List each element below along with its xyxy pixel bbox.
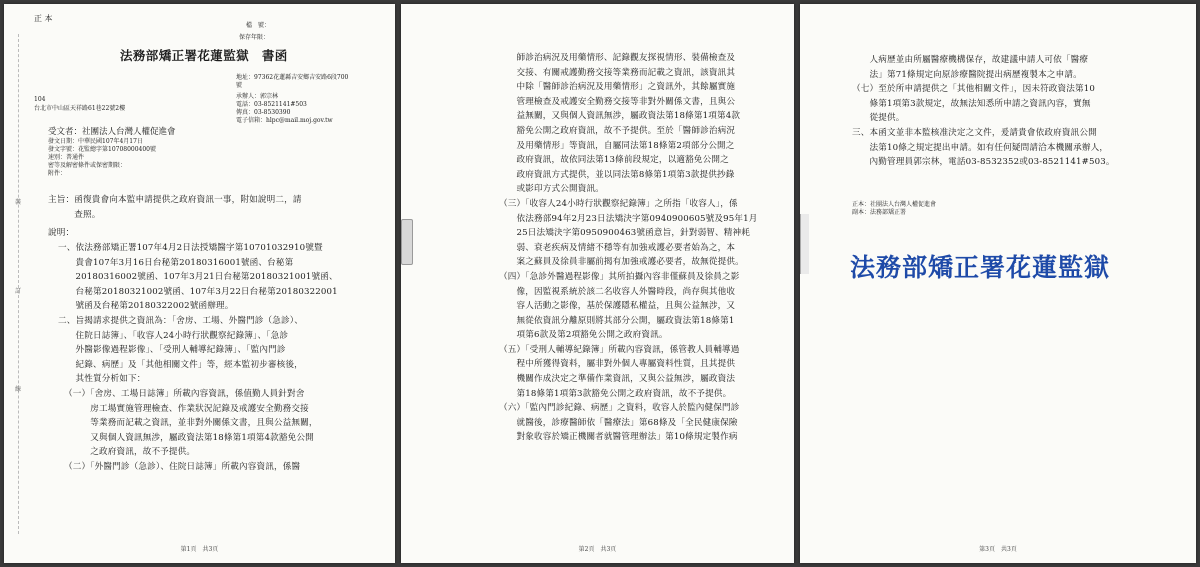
text-line: 住院日誌簿」、「收容人24小時行狀觀察紀錄簿」、「急診 bbox=[58, 330, 289, 341]
text-line: 案之蘇員及徐員非屬前揭有加強戒護必要者，故無從提供。 bbox=[499, 257, 744, 268]
subject-line: 主旨：函復貴會向本監申請提供之政府資訊一事，附如說明二，請 bbox=[48, 195, 302, 205]
text-line: 其性質分析如下： bbox=[58, 374, 146, 385]
text-line: （五）「受刑人輔導紀錄簿」所載內容資訊，係管教人員輔導過 bbox=[499, 344, 740, 355]
text-line: 法第10條之規定提出申請。如有任何疑問請洽本機關承辦人， bbox=[852, 142, 1109, 153]
text-line: 政府資訊方式提供，並以同法第8條第1項第3款提供抄錄 bbox=[499, 169, 735, 180]
binding-mark-ding: 訂 bbox=[15, 288, 22, 295]
text-line: 項第6款及第2項豁免公開之政府資訊。 bbox=[499, 330, 668, 341]
text-line: （二）「外醫門診（急診）、住院日誌簿」所載內容資訊，係醫 bbox=[64, 461, 301, 472]
text-line: 貴會107年3月16日台秘第20180316001號函、台秘第 bbox=[58, 257, 294, 268]
paragraph-2-1 bbox=[64, 387, 393, 460]
text-line: 人病歷並由所屬醫療機構保存，故建議申請人可依「醫療 bbox=[852, 55, 1089, 65]
text-line: 交接、有關戒護勤務交接等業務而記載之資訊，該資訊其 bbox=[499, 67, 736, 78]
issue-date: 發文日期：中華民國107年4月17日 bbox=[48, 138, 143, 145]
page2-body bbox=[499, 51, 789, 445]
meta-block bbox=[48, 138, 156, 178]
address-line-1: 地址：97362花蓮縣吉安鄉吉安路6段700 bbox=[236, 74, 349, 81]
text-line: 無從依資訊分離原則將其部分公開，屬政資法第18條第1 bbox=[499, 315, 735, 326]
copy-label: 正 本 bbox=[34, 14, 53, 23]
binding-mark-zhuang: 裝 bbox=[15, 199, 22, 206]
contact-phone: 電話：03-8521141#503 bbox=[236, 101, 307, 108]
contact-fax: 傳真：03-8530390 bbox=[236, 109, 291, 116]
text-line: （七）至於所申請提供之「其他相關文件」，因未符政資法第10 bbox=[852, 84, 1096, 95]
text-line: 對象收容於矯正機關者就醫管理辦法」第10條規定製作病 bbox=[499, 432, 738, 443]
text-line: 第18條第1項第3款豁免公開之政府資訊，故不予提供。 bbox=[499, 388, 732, 399]
text-line: 台秘第20180321002號函、107年3月22日台秘第20180322001 bbox=[58, 286, 338, 297]
paragraph-1 bbox=[58, 241, 393, 314]
page3-body bbox=[852, 53, 1192, 170]
text-line: 就醫後，診療醫師依「醫療法」第68條及「全民健康保險 bbox=[499, 417, 738, 428]
agency-seal-stamp: 法務部矯正署花蓮監獄 bbox=[850, 253, 1111, 282]
text-line: 依法務部94年2月23日法矯決字第0940900605號及95年1月 bbox=[499, 213, 758, 224]
explanation-body bbox=[58, 241, 393, 475]
text-line: 或影印方式公開資訊。 bbox=[499, 184, 604, 195]
sender-address bbox=[236, 74, 348, 90]
recipient: 受文者：社團法人台灣人權促進會 bbox=[48, 127, 176, 137]
text-line: 及用藥情形」等資訊，自屬同法第18條第2項部分公開之 bbox=[499, 140, 735, 151]
text-line: （四）「急診外醫過程影像」其所拍攝內容非僅蘇員及徐員之影 bbox=[499, 271, 740, 282]
text-line: 師診治病況及用藥情形、記錄觀友探視情形、裝備檢查及 bbox=[499, 53, 736, 63]
text-line: （一）「舍房、工場日誌簿」所載內容資訊，係值勤人員針對舍 bbox=[64, 388, 305, 399]
document-page-2 bbox=[401, 4, 794, 563]
security-level: 密等及解密條件或保密期限： bbox=[48, 162, 127, 169]
contact-person: 承辦人：郭宗林 bbox=[236, 93, 279, 100]
page-footer: 第3頁 共3頁 bbox=[979, 546, 1017, 553]
binding-mark-xian: 線 bbox=[15, 386, 22, 393]
paragraph-2-2 bbox=[64, 460, 393, 475]
text-line: 中除「醫師診治病況及用藥情形」之資訊外，其餘屬實施 bbox=[499, 82, 736, 93]
recipient-address: 台北市中山區天祥路61巷22號2樓 bbox=[34, 105, 126, 112]
distribution-original: 正本：社團法人台灣人權促進會 bbox=[852, 201, 937, 208]
page-footer: 第2頁 共3頁 bbox=[578, 546, 617, 553]
recipient-zip: 104 bbox=[34, 96, 46, 103]
text-line: （六）「監內門診紀錄、病歷」之資料，收容人於監內健保門診 bbox=[499, 403, 740, 414]
scan-clip-mark bbox=[401, 219, 413, 265]
text-line: 容人活動之影像，基於保護隱私權益，且與公益無涉，又 bbox=[499, 301, 736, 312]
text-line: 法」第71條規定向原診療醫院提出病歷複製本之申請。 bbox=[852, 69, 1082, 80]
text-line: 弱、衰老疾病及情緒不穩等有加強戒護必要者始為之，本 bbox=[499, 242, 736, 253]
text-line: 25日法矯決字第0950900463號函意旨，針對弱智、精神耗 bbox=[499, 228, 751, 239]
text-line: 條第1項第3款規定，故無法知悉所申請之資訊內容，實無 bbox=[852, 98, 1091, 109]
text-line: 又與個人資訊無涉，屬政資法第18條第1項第4款豁免公開 bbox=[64, 432, 314, 443]
retention-label: 保存年限： bbox=[239, 34, 270, 41]
explanation-label: 說明： bbox=[48, 228, 75, 238]
address-line-2: 號 bbox=[236, 82, 243, 89]
document-page-3 bbox=[800, 4, 1196, 563]
text-line: 二、旨揭請求提供之資訊為：「舍房、工場、外醫門診（急診）、 bbox=[58, 315, 303, 326]
text-line: 從提供。 bbox=[852, 113, 905, 124]
text-line: 一、依法務部矯正署107年4月2日法授矯醫字第10701032910號暨 bbox=[58, 243, 323, 253]
subject bbox=[48, 193, 393, 222]
distribution-copy: 副本：法務部矯正署 bbox=[852, 209, 907, 216]
contact-email: 電子信箱：hlpc@mail.moj.gov.tw bbox=[236, 117, 333, 124]
text-line: 外醫影像過程影像」、「受刑人輔導紀錄簿」、「監內門診 bbox=[58, 345, 286, 356]
text-line: 像，因監視系統於該二名收容人外醫時段，尚存與其他收 bbox=[499, 286, 736, 297]
paragraph-2 bbox=[58, 314, 393, 387]
subject-line: 查照。 bbox=[48, 209, 101, 220]
text-line: 等業務而記載之資訊，並非對外關係文書，且與公益無關， bbox=[64, 418, 318, 429]
text-line: 紀錄、病歷」及「其他相關文件」等，經本監初步審核後， bbox=[58, 359, 303, 370]
file-number-label: 檔 號： bbox=[246, 22, 271, 29]
text-line: 內勤管理員郭宗林，電話03-8532352或03-8521141#503。 bbox=[852, 157, 1115, 168]
text-line: 豁免公開之政府資訊，故不予提供。至於「醫師診治病況 bbox=[499, 125, 736, 136]
attachment: 附件： bbox=[48, 170, 67, 177]
issue-number: 發文字號：花監總字第10708000400號 bbox=[48, 146, 156, 153]
text-line: 20180316002號函、107年3月21日台秘第20180321001號函、 bbox=[58, 272, 338, 283]
text-line: 機關作成決定之準備作業資訊，又與公益無涉，屬政資法 bbox=[499, 374, 736, 385]
page-footer: 第1頁 共3頁 bbox=[180, 546, 219, 553]
contact-block bbox=[236, 93, 333, 125]
text-line: （三）「收容人24小時行狀觀察紀錄簿」之所指「收容人」，係 bbox=[499, 198, 738, 209]
text-line: 房工場實施管理檢查、作業狀況記錄及戒護安全勤務交接 bbox=[64, 403, 309, 414]
scan-edge-mark bbox=[800, 214, 809, 274]
binding-line bbox=[18, 34, 19, 534]
text-line: 三、本函文並非本監核准決定之文件，爰請貴會依政府資訊公開 bbox=[852, 127, 1097, 138]
distribution-block bbox=[852, 201, 936, 217]
document-page-1 bbox=[4, 4, 395, 563]
text-line: 號函及台秘第20180322002號函辦理。 bbox=[58, 301, 234, 312]
text-line: 益無關，又與個人資訊無涉，屬政資法第18條第1項第4款 bbox=[499, 111, 741, 122]
document-title: 法務部矯正署花蓮監獄 書函 bbox=[120, 48, 288, 63]
text-line: 政府資訊，故依同法第13條前段規定，以適豁免公開之 bbox=[499, 155, 729, 166]
text-line: 之政府資訊，故不予提供。 bbox=[64, 447, 196, 458]
speed: 速別：普通件 bbox=[48, 154, 85, 161]
text-line: 程中所獲得資料，屬非對外個人專屬資料性質，且其提供 bbox=[499, 359, 736, 370]
text-line: 管理檢查及戒護安全勤務交接等非對外關係文書，且與公 bbox=[499, 96, 736, 107]
